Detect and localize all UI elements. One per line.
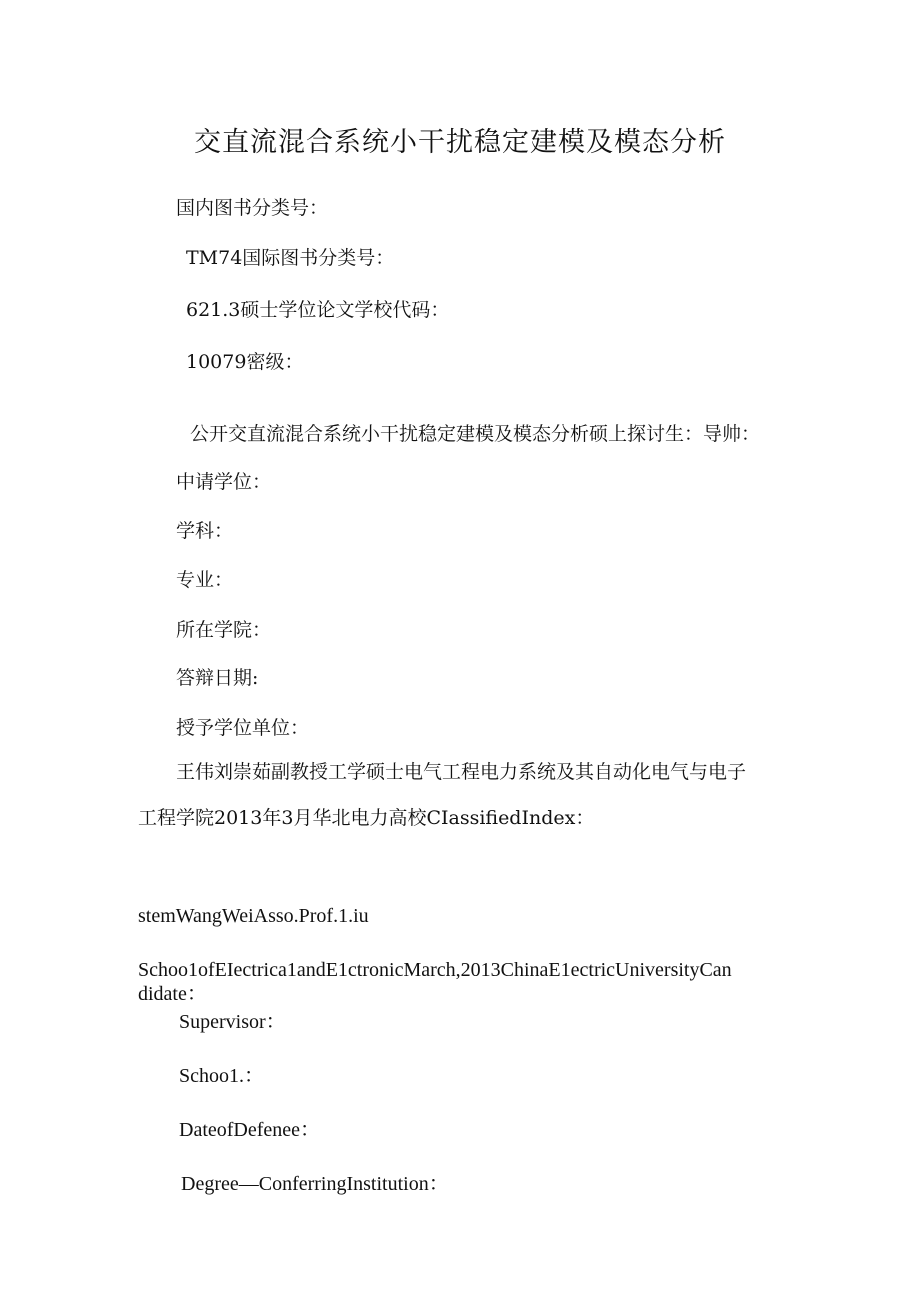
english-author-line: stemWangWeiAsso.Prof.1.iu bbox=[138, 905, 369, 927]
degree-school-code-label: 621.3硕士学位论文学校代码： bbox=[186, 299, 450, 321]
security-level-label: 10079密级： bbox=[186, 351, 304, 373]
degree-granting-unit-label: 授予学位单位： bbox=[176, 717, 310, 739]
college-date-university-line: 工程学院2013年3月华北电力高校CIassifiedIndex： bbox=[138, 807, 595, 829]
international-classification-label: TM74国际图书分类号： bbox=[186, 247, 395, 269]
document-title: 交直流混合系统小干扰稳定建模及模态分析 bbox=[194, 127, 726, 158]
english-supervisor-label: Supervisor： bbox=[179, 1011, 286, 1033]
classification-number-label: 国内图书分类号： bbox=[176, 197, 329, 219]
english-school-line: Schoo1ofEIectrica1andE1ctronicMarch,2013ChinaE1ectricUniversityCan bbox=[138, 959, 732, 981]
english-candidate-label: didate： bbox=[138, 983, 207, 1005]
defense-date-label: 答辩日期: bbox=[176, 667, 259, 689]
title-and-candidate-line: 公开交直流混合系统小干扰稳定建模及模态分析硕上探讨生：导帅： bbox=[190, 423, 761, 445]
college-label: 所在学院： bbox=[176, 619, 272, 641]
major-label: 专业： bbox=[176, 569, 234, 591]
english-defense-date-label: DateofDefenee： bbox=[179, 1119, 321, 1141]
english-school-label: Schoo1.： bbox=[179, 1065, 264, 1087]
applied-degree-label: 中请学位： bbox=[176, 471, 272, 493]
author-details-line: 王伟刘崇茹副教授工学硕士电气工程电力系统及其自动化电气与电子 bbox=[176, 761, 747, 783]
discipline-label: 学科： bbox=[176, 520, 234, 542]
english-degree-institution-label: Degree—ConferringInstitution： bbox=[181, 1173, 449, 1195]
